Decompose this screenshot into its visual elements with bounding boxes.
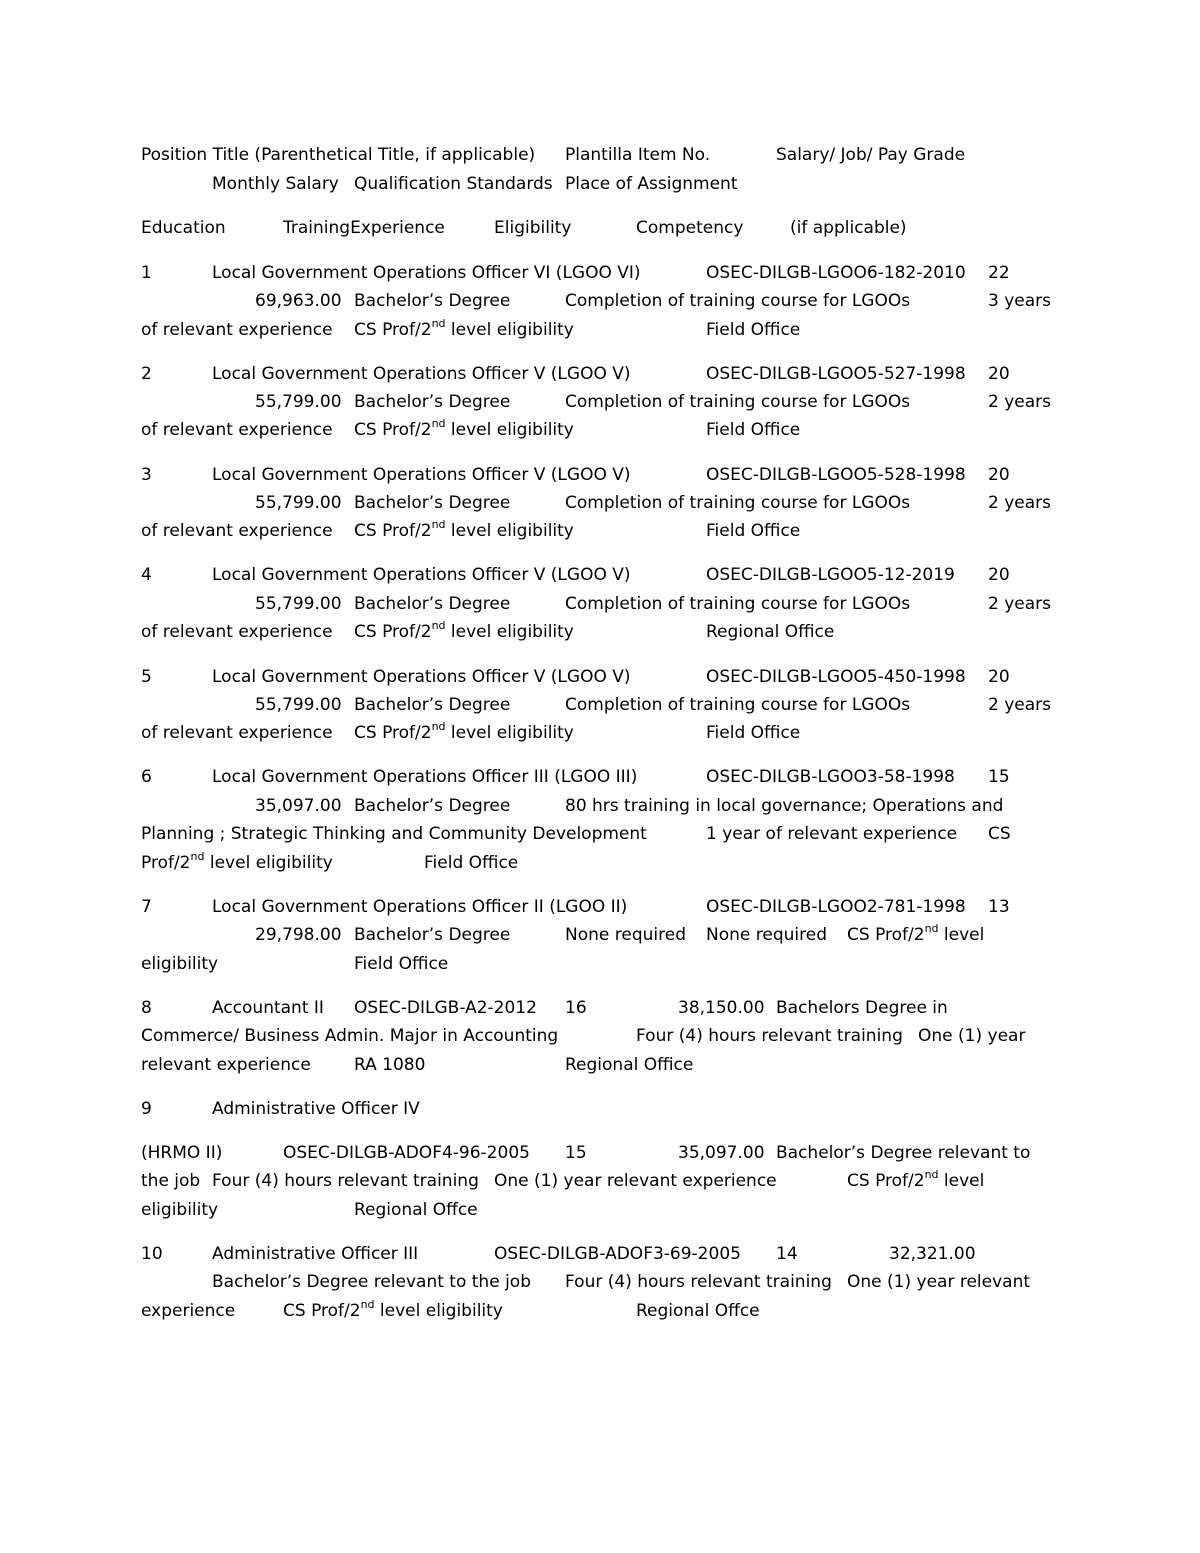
entry-training: Four (4) hours relevant training <box>636 1026 903 1046</box>
entry-eligibility: CS Prof/2nd level eligibility <box>354 417 574 440</box>
entry-eligibility-cont: eligibility <box>141 1200 219 1220</box>
entry-2-line-1 <box>0 362 1200 386</box>
header-eligibility: Eligibility <box>494 218 572 238</box>
entry-eligibility-cont: eligibility <box>141 954 219 974</box>
entry-number: 3 <box>141 465 152 485</box>
entry-salary: 35,097.00 <box>255 796 342 816</box>
entry-10-line-3 <box>0 1299 1200 1323</box>
entry-salary: 69,963.00 <box>255 291 342 311</box>
entry-experience: None required <box>706 925 827 945</box>
entry-grade: 14 <box>776 1244 798 1264</box>
header-row-1 <box>0 143 1200 167</box>
entry-education-cont: the job <box>141 1171 201 1191</box>
entry-training: Completion of training course for LGOOs <box>565 392 911 412</box>
entry-8-line-3 <box>0 1053 1200 1077</box>
entry-experience-cont: of relevant experience <box>141 622 333 642</box>
entry-number: 2 <box>141 364 152 384</box>
entry-salary: 35,097.00 <box>678 1143 765 1163</box>
entry-place: Regional Offce <box>636 1301 760 1321</box>
entry-number: 5 <box>141 667 152 687</box>
entry-title: Local Government Operations Officer V (LGOO V) <box>212 465 631 485</box>
entry-item-no: OSEC-DILGB-LGOO2-781-1998 <box>706 897 966 917</box>
entry-grade: 16 <box>565 998 587 1018</box>
entry-training-cont: Planning ; Strategic Thinking and Community Development <box>141 824 647 844</box>
entry-experience: 2 years <box>988 493 1052 513</box>
entry-grade: 20 <box>988 364 1010 384</box>
entry-item-no: OSEC-DILGB-ADOF3-69-2005 <box>494 1244 741 1264</box>
entry-grade: 20 <box>988 465 1010 485</box>
entry-experience: One (1) year <box>918 1026 1026 1046</box>
header-place-of-assignment: Place of Assignment <box>565 174 738 194</box>
header-qualification-standards: Qualification Standards <box>354 174 553 194</box>
entry-training: Four (4) hours relevant training <box>212 1171 479 1191</box>
entry-education: Bachelors Degree in <box>776 998 948 1018</box>
entry-experience-cont: of relevant experience <box>141 521 333 541</box>
entry-7-line-3 <box>0 952 1200 976</box>
entry-eligibility: CS Prof/2nd level eligibility <box>354 720 574 743</box>
entry-5-line-2 <box>0 693 1200 717</box>
entry-item-no: OSEC-DILGB-ADOF4-96-2005 <box>283 1143 530 1163</box>
entry-2-line-2 <box>0 390 1200 414</box>
entry-6-line-3 <box>0 822 1200 846</box>
entry-education: Bachelor’s Degree <box>354 796 511 816</box>
entry-10-line-1 <box>0 1242 1200 1266</box>
entry-3-line-3 <box>0 519 1200 543</box>
header-if-applicable: (if applicable) <box>790 218 907 238</box>
entry-item-no: OSEC-DILGB-LGOO5-12-2019 <box>706 565 955 585</box>
entry-4-line-1 <box>0 563 1200 587</box>
entry-education: Bachelor’s Degree <box>354 493 511 513</box>
entry-4-line-2 <box>0 592 1200 616</box>
entry-grade: 20 <box>988 667 1010 687</box>
entry-salary: 55,799.00 <box>255 493 342 513</box>
entry-training: Completion of training course for LGOOs <box>565 493 911 513</box>
entry-eligibility: CS Prof/2nd level eligibility <box>283 1298 503 1321</box>
entry-6-line-1 <box>0 765 1200 789</box>
entry-education: Bachelor’s Degree <box>354 291 511 311</box>
entry-salary: 29,798.00 <box>255 925 342 945</box>
entry-6-line-4 <box>0 851 1200 875</box>
entry-4-line-3 <box>0 620 1200 644</box>
entry-7-line-1 <box>0 895 1200 919</box>
entry-education-cont: Commerce/ Business Admin. Major in Accounting <box>141 1026 559 1046</box>
entry-training: Completion of training course for LGOOs <box>565 695 911 715</box>
header-plantilla-item-no: Plantilla Item No. <box>565 145 711 165</box>
entry-place: Field Office <box>706 521 801 541</box>
entry-education: Bachelor’s Degree relevant to the job <box>212 1272 531 1292</box>
entry-training: Four (4) hours relevant training <box>565 1272 832 1292</box>
entry-3-line-2 <box>0 491 1200 515</box>
header-training-experience: TrainingExperience <box>283 218 445 238</box>
entry-training: Completion of training course for LGOOs <box>565 291 911 311</box>
entry-title: Local Government Operations Officer VI (LGOO VI) <box>212 263 641 283</box>
entry-8-line-2 <box>0 1024 1200 1048</box>
entry-5-line-3 <box>0 721 1200 745</box>
entry-grade: 15 <box>988 767 1010 787</box>
entry-eligibility: CS Prof/2nd level eligibility <box>354 518 574 541</box>
header-competency: Competency <box>636 218 744 238</box>
entry-education: Bachelor’s Degree relevant to <box>776 1143 1031 1163</box>
entry-grade: 15 <box>565 1143 587 1163</box>
entry-experience: One (1) year relevant <box>847 1272 1031 1292</box>
entry-eligibility-cont: Prof/2nd level eligibility <box>141 850 333 873</box>
entry-number: 6 <box>141 767 152 787</box>
entry-title: Administrative Officer IV <box>212 1099 420 1119</box>
entry-9-line-4 <box>0 1198 1200 1222</box>
entry-7-line-2 <box>0 923 1200 947</box>
entry-grade: 13 <box>988 897 1010 917</box>
entry-experience-cont: experience <box>141 1301 236 1321</box>
entry-item-no: OSEC-DILGB-LGOO5-527-1998 <box>706 364 966 384</box>
entry-10-line-2 <box>0 1270 1200 1294</box>
entry-title: Local Government Operations Officer V (LGOO V) <box>212 364 631 384</box>
entry-eligibility: CS Prof/2nd level <box>847 1168 985 1191</box>
entry-9-line-2 <box>0 1141 1200 1165</box>
entry-title: Local Government Operations Officer II (LGOO II) <box>212 897 628 917</box>
entry-number: 10 <box>141 1244 163 1264</box>
entry-salary: 38,150.00 <box>678 998 765 1018</box>
entry-title: Local Government Operations Officer V (LGOO V) <box>212 565 631 585</box>
header-monthly-salary: Monthly Salary <box>212 174 339 194</box>
entry-place: Field Office <box>424 853 519 873</box>
entry-place: Field Office <box>706 420 801 440</box>
entry-item-no: OSEC-DILGB-LGOO6-182-2010 <box>706 263 966 283</box>
entry-eligibility: CS Prof/2nd level eligibility <box>354 619 574 642</box>
entry-grade: 20 <box>988 565 1010 585</box>
entry-title: Accountant II <box>212 998 324 1018</box>
entry-education: Bachelor’s Degree <box>354 695 511 715</box>
entry-place: Field Office <box>354 954 449 974</box>
entry-8-line-1 <box>0 996 1200 1020</box>
entry-place: Field Office <box>706 723 801 743</box>
entry-eligibility: CS Prof/2nd level eligibility <box>354 317 574 340</box>
entry-number: 9 <box>141 1099 152 1119</box>
entry-education: Bachelor’s Degree <box>354 594 511 614</box>
entry-salary: 55,799.00 <box>255 392 342 412</box>
entry-9-line-1 <box>0 1097 1200 1121</box>
entry-5-line-1 <box>0 665 1200 689</box>
entry-experience-cont: of relevant experience <box>141 420 333 440</box>
header-salary-grade: Salary/ Job/ Pay Grade <box>776 145 966 165</box>
header-position-title: Position Title (Parenthetical Title, if applicable) <box>141 145 536 165</box>
entry-3-line-1 <box>0 463 1200 487</box>
entry-place: Regional Office <box>565 1055 694 1075</box>
entry-number: 8 <box>141 998 152 1018</box>
entry-experience-cont: relevant experience <box>141 1055 311 1075</box>
entry-title-cont: (HRMO II) <box>141 1143 223 1163</box>
entry-number: 1 <box>141 263 152 283</box>
entry-9-line-3 <box>0 1169 1200 1193</box>
entry-item-no: OSEC-DILGB-LGOO3-58-1998 <box>706 767 955 787</box>
entry-item-no: OSEC-DILGB-LGOO5-450-1998 <box>706 667 966 687</box>
header-row-2 <box>0 172 1200 196</box>
header-row-3 <box>0 216 1200 240</box>
entry-1-line-3 <box>0 318 1200 342</box>
entry-place: Regional Offce <box>354 1200 478 1220</box>
entry-experience: One (1) year relevant experience <box>494 1171 777 1191</box>
entry-item-no: OSEC-DILGB-A2-2012 <box>354 998 537 1018</box>
entry-experience: 2 years <box>988 695 1052 715</box>
entry-training: Completion of training course for LGOOs <box>565 594 911 614</box>
entry-item-no: OSEC-DILGB-LGOO5-528-1998 <box>706 465 966 485</box>
entry-experience: 2 years <box>988 392 1052 412</box>
entry-experience: 1 year of relevant experience <box>706 824 958 844</box>
entry-experience: 2 years <box>988 594 1052 614</box>
entry-salary: 32,321.00 <box>889 1244 976 1264</box>
header-education: Education <box>141 218 226 238</box>
entry-number: 4 <box>141 565 152 585</box>
entry-2-line-3 <box>0 418 1200 442</box>
entry-1-line-1 <box>0 261 1200 285</box>
entry-title: Administrative Officer III <box>212 1244 419 1264</box>
entry-1-line-2 <box>0 289 1200 313</box>
entry-place: Field Office <box>706 320 801 340</box>
entry-salary: 55,799.00 <box>255 695 342 715</box>
entry-place: Regional Office <box>706 622 835 642</box>
entry-number: 7 <box>141 897 152 917</box>
entry-experience-cont: of relevant experience <box>141 320 333 340</box>
entry-experience: 3 years <box>988 291 1052 311</box>
entry-eligibility: RA 1080 <box>354 1055 426 1075</box>
entry-experience-cont: of relevant experience <box>141 723 333 743</box>
entry-title: Local Government Operations Officer V (LGOO V) <box>212 667 631 687</box>
entry-6-line-2 <box>0 794 1200 818</box>
entry-education: Bachelor’s Degree <box>354 392 511 412</box>
entry-training: None required <box>565 925 686 945</box>
entry-salary: 55,799.00 <box>255 594 342 614</box>
entry-grade: 22 <box>988 263 1010 283</box>
entry-education: Bachelor’s Degree <box>354 925 511 945</box>
entry-eligibility: CS <box>988 824 1011 844</box>
entry-eligibility: CS Prof/2nd level <box>847 922 985 945</box>
entry-training: 80 hrs training in local governance; Operations and <box>565 796 1004 816</box>
entry-title: Local Government Operations Officer III (LGOO III) <box>212 767 638 787</box>
